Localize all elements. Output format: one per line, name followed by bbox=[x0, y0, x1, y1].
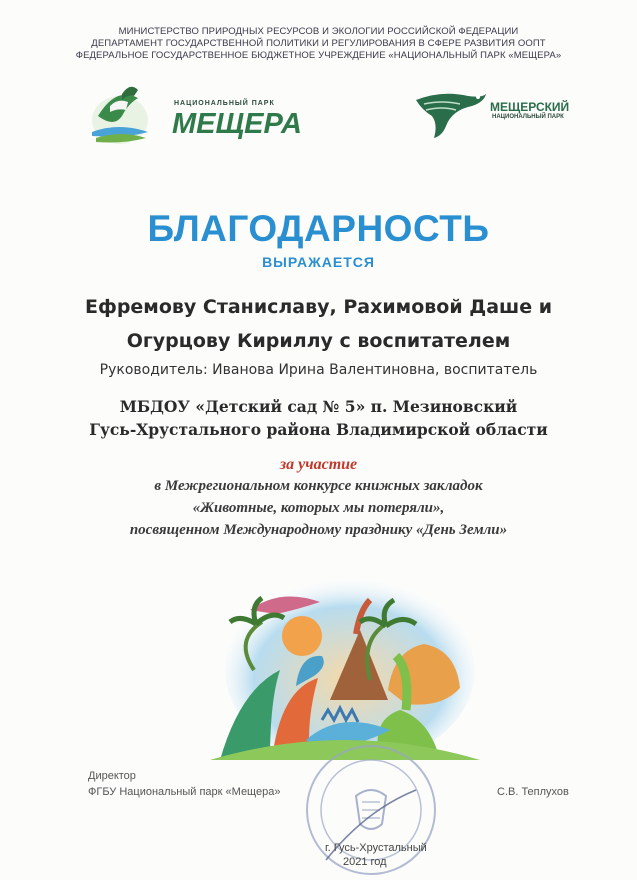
meshchera-park-logo bbox=[88, 76, 318, 148]
certificate-subtitle: ВЫРАЖАЕТСЯ bbox=[262, 254, 375, 270]
meshchersky-park-logo bbox=[412, 86, 572, 142]
signature-position: Директор bbox=[88, 770, 136, 782]
left-logo-caption: НАЦИОНАЛЬНЫЙ ПАРК bbox=[174, 100, 275, 107]
school-line-2: Гусь-Хрустального района Владимирской области bbox=[89, 420, 548, 439]
leader-line: Руководитель: Иванова Ирина Валентиновна, воспитатель bbox=[99, 362, 538, 378]
director-name: С.В. Теплухов bbox=[497, 786, 569, 798]
participation-label: за участие bbox=[279, 456, 358, 473]
dinosaur-illustration bbox=[210, 570, 480, 760]
certificate-title: БЛАГОДАРНОСТЬ bbox=[147, 208, 490, 249]
city-label: г. Гусь-Хрустальный bbox=[325, 842, 427, 854]
ministry-line-2: ДЕПАРТАМЕНТ ГОСУДАРСТВЕННОЙ ПОЛИТИКИ И РЕГУЛИРОВАНИЯ В СФЕРЕ РАЗВИТИЯ ООПТ bbox=[91, 38, 546, 49]
left-logo-wordmark: МЕЩЕРА bbox=[172, 108, 302, 140]
right-logo-caption: НАЦИОНАЛЬНЫЙ ПАРК bbox=[492, 114, 564, 120]
heron-emblem-icon bbox=[88, 76, 168, 148]
ministry-line-1: МИНИСТЕРСТВО ПРИРОДНЫХ РЕСУРСОВ И ЭКОЛОГИИ РОССИЙСКОЙ ФЕДЕРАЦИИ bbox=[118, 26, 519, 37]
contest-line-2: «Животные, которых мы потеряли», bbox=[192, 500, 445, 516]
bird-emblem-icon bbox=[412, 86, 492, 142]
recipients-line-1: Ефремову Станиславу, Рахимовой Даше и bbox=[84, 296, 553, 318]
contest-line-3: посвященном Международному празднику «День Земли» bbox=[129, 522, 508, 538]
right-logo-wordmark: МЕЩЕРСКИЙ bbox=[490, 100, 570, 114]
school-line-1: МБДОУ «Детский сад № 5» п. Мезиновский bbox=[119, 397, 518, 416]
contest-line-1: в Межрегиональном конкурсе книжных закладок bbox=[154, 478, 483, 494]
recipients-line-2: Огурцову Кириллу с воспитателем bbox=[126, 330, 511, 352]
year-label: 2021 год bbox=[343, 856, 387, 868]
ministry-line-3: ФЕДЕРАЛЬНОЕ ГОСУДАРСТВЕННОЕ БЮДЖЕТНОЕ УЧРЕЖДЕНИЕ «НАЦИОНАЛЬНЫЙ ПАРК «МЕЩЕРА» bbox=[75, 50, 562, 61]
signature-organization: ФГБУ Национальный парк «Мещера» bbox=[88, 786, 281, 798]
